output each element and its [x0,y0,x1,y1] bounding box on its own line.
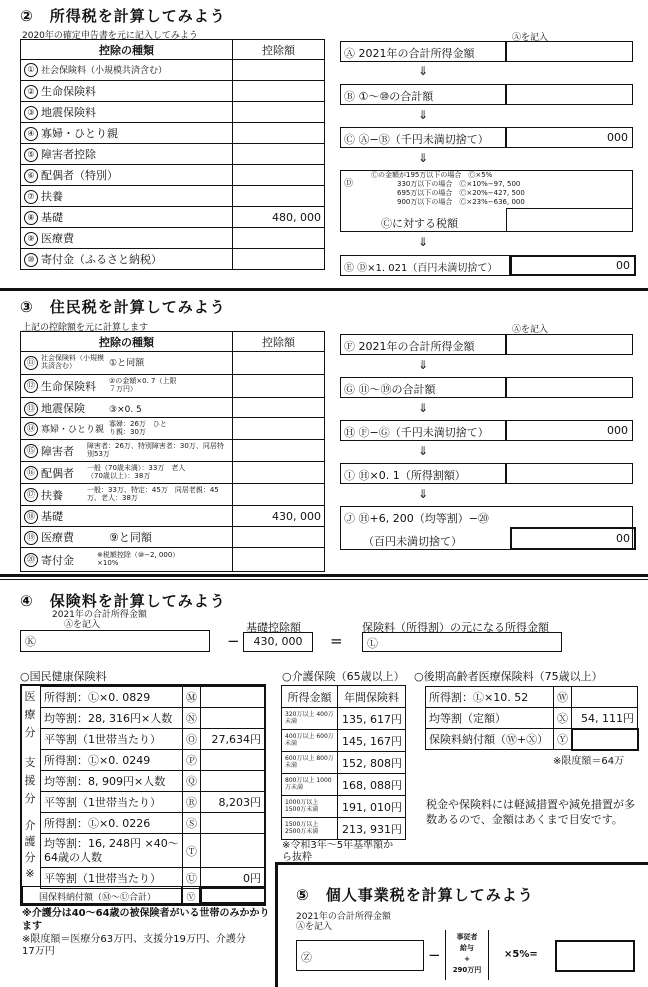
minus-sign: − [227,632,240,650]
row-label: 地震保険 [41,401,85,415]
kokuho-amount-field[interactable] [201,708,265,729]
table-row [21,60,233,81]
kokuho-amount-field[interactable] [201,813,265,834]
kokuho-total-label: 国保料納付額（Ⓜ〜Ⓤ合計） [22,886,182,904]
kouki-table [425,686,639,751]
section2-title: ② 所得税を計算してみよう [20,7,226,25]
kouki-amount-field[interactable] [572,687,638,708]
row-rule: 障害者：26万、特別障害者：30万、同居特別53万 [87,441,224,458]
row-label: 社会保険料（小規模共済含む） [41,354,104,370]
row-label: 寄付金 [41,553,74,567]
table-row [21,249,233,270]
row-rule: 一般（70歳未満）：33万 老人（70歳以上）：38万 [87,463,186,480]
row-mark: Ⓠ [183,771,201,792]
section4-sub2: Ⓐを記入 [64,620,101,630]
kokuho-row-label: 平等割（1世帯当たり） [41,868,183,889]
row-mark: Ⓡ [183,792,201,813]
item-Z-field[interactable]: Ⓩ [296,940,424,971]
row-number: ⑥ [24,169,38,183]
kokuho-row-label: 所得割：Ⓛ×0. 0226 [41,813,183,834]
item-E-field[interactable]: 00 [510,255,636,276]
table-row [21,506,233,527]
row-number: ① [24,63,38,77]
frac-line: + [464,955,470,963]
section3-note: Ⓐを記入 [512,325,549,335]
row-number: ⑰ [24,488,38,502]
equals-sign: = [330,632,343,650]
section-divider [0,574,648,577]
row-number: ⑬ [24,402,38,416]
item-B-label: Ⓑ ①〜⑩の合計額 [340,84,506,105]
row-number: ⑳ [24,553,38,567]
kokuho-table [40,686,265,889]
down-arrow-icon: ⇓ [417,108,429,122]
row-mark: Ⓨ [554,729,572,750]
kaigo-header: 所得金額 [282,686,338,708]
row-mark: Ⓟ [183,750,201,771]
item-I-label: Ⓘ Ⓗ×0. 1（所得割額） [340,463,506,484]
row-label: 寄付金（ふるさと納税） [41,253,162,266]
kokuho-amount-field[interactable] [201,834,265,868]
row-label: 基礎 [41,510,63,523]
item-F-label: Ⓕ 2021年の合計所得金額 [340,334,506,355]
base-deduction-label: 基礎控除額 [246,621,301,634]
down-arrow-icon: ⇓ [417,235,429,249]
kokuho-row-label: 平等割（1世帯当たり） [41,729,183,750]
row-rule: ⑨と同額 [109,531,152,544]
disclaimer-note: 税金や保険料には軽減措置や減免措置が多数あるので、金額はあくまで目安です。 [426,798,635,826]
frac-box [445,930,489,980]
kouki-title: ○後期高齢者医療保険料（75歳以上） [414,670,603,683]
kaigo-amount: 135, 617円 [338,708,406,730]
frac-line: 事従者 [456,933,478,941]
kokuho-row-label: 均等割：28, 316円×人数 [41,708,183,729]
section2-note: Ⓐを記入 [512,33,549,43]
kaigo-amount: 213, 931円 [338,818,406,840]
item-H-field[interactable]: 000 [506,420,633,441]
amount-field[interactable] [233,440,325,462]
table-row [21,440,233,462]
row-number: ⑤ [24,148,38,162]
item-C-label: Ⓒ Ⓐ−Ⓑ（千円未満切捨て） [340,127,506,148]
kokuho-total-mark: Ⓥ [182,886,200,904]
row-rule: ③×0. 5 [109,404,142,415]
row-label: 寡婦・ひとり親 [41,425,105,435]
kokuho-amount-field: 0円 [201,868,265,889]
row-mark: Ⓦ [554,687,572,708]
table-row [21,418,233,440]
row-label: 寡婦・ひとり親 [41,127,118,140]
item-E-label: Ⓔ Ⓓ×1. 021（百円未満切捨て） [340,255,510,276]
row-mark: Ⓝ [183,708,201,729]
table-header-type: 控除の種類 [21,40,233,60]
section3-deduction-table [20,331,325,572]
kaigo-bracket: 600万以上 800万未満 [282,752,338,774]
amount-field[interactable] [233,102,325,123]
row-number: ⑭ [24,422,38,436]
table-row [21,81,233,102]
row-number: ⑫ [24,379,38,393]
rate-label: ×5%= [504,949,538,960]
amount-field[interactable] [233,548,325,572]
row-label: 障害者 [41,444,74,458]
row-label: 医療費 [41,232,74,245]
kokuho-row-label: 平等割（1世帯当たり） [41,792,183,813]
down-arrow-icon: ⇓ [417,444,429,458]
table-row [21,548,233,572]
rate-line: 330万以下の場合 Ⓒ×10%−97, 500 [397,180,521,188]
amount-field[interactable] [233,352,325,375]
row-number: ⑮ [24,444,38,458]
down-arrow-icon: ⇓ [417,401,429,415]
row-number: ⑲ [24,531,38,545]
kaigo-title: ○介護保険（65歳以上） [282,670,405,683]
row-mark: Ⓣ [183,834,201,868]
section2-deduction-table [20,39,325,270]
table-row [21,165,233,186]
row-label: 地震保険料 [41,106,96,119]
kaigo-bracket: 1000万以上 1500万未満 [282,796,338,818]
row-rule: ②の金額×0. 7（上限７万円） [109,377,177,393]
item-I-field[interactable] [506,463,633,484]
row-number: ⑱ [24,510,38,524]
kokuho-row-label: 均等割：16, 248円 ×40〜64歳の人数 [41,834,183,868]
base-deduction-value: 430, 000 [243,632,313,652]
down-arrow-icon: ⇓ [417,64,429,78]
amount-field[interactable] [233,462,325,484]
row-label: 扶養 [41,190,63,203]
amount-field[interactable] [233,123,325,144]
row-mark: Ⓧ [554,708,572,729]
table-row [21,228,233,249]
row-rule: 一般：33万、特定：45万 同居老親：45万、老人：38万 [87,485,219,502]
kaigo-footnote: ※令和3年〜5年基準額から抜粋 [282,840,394,863]
table-row [21,484,233,506]
table-header-type: 控除の種類 [21,332,233,352]
row-label: 生命保険料 [41,85,96,98]
section2-subtitle: 2020年の確定申告書を元に記入してみよう [22,31,198,41]
row-rule: ※税額控除（⑩−2, 000）×10% [97,550,180,567]
row-label: 基礎 [41,211,63,224]
table-row [21,462,233,484]
item-G-label: Ⓖ ⑪〜⑲の合計額 [340,377,506,398]
row-number: ⑩ [24,253,38,267]
section4-title: ④ 保険料を計算してみよう [20,592,226,610]
amount-field: 480, 000 [233,207,325,228]
section-divider [0,579,648,580]
kaigo-bracket: 320万以上 400万未満 [282,708,338,730]
kokuho-row-label: 均等割：8, 909円×人数 [41,771,183,792]
item-J-field[interactable]: 00 [510,527,636,550]
row-number: ⑧ [24,211,38,225]
row-number: ② [24,85,38,99]
down-arrow-icon: ⇓ [417,358,429,372]
row-mark: Ⓤ [183,868,201,889]
amount-field[interactable] [233,228,325,249]
table-row [21,375,233,398]
L-label: 保険料（所得割）の元になる所得金額 [362,621,549,634]
kaigo-bracket: 800万以上 1000万未満 [282,774,338,796]
item-C-field[interactable]: 000 [506,127,633,148]
row-label: 医療費 [41,531,74,544]
amount-field[interactable] [233,60,325,81]
amount-field: 430, 000 [233,506,325,527]
kouki-amount-field: 54, 111円 [572,708,638,729]
kokuho-amount-field: 8,203円 [201,792,265,813]
kokuho-amount-field[interactable] [201,750,265,771]
table-row [21,123,233,144]
table-row [21,102,233,123]
item-F-field[interactable] [506,334,633,355]
row-mark: Ⓜ [183,687,201,708]
rate-line: 695万以下の場合 Ⓒ×20%−427, 500 [397,189,525,197]
kaigo-bracket: 400万以上 600万未満 [282,730,338,752]
item-G-field[interactable] [506,377,633,398]
row-number: ⑯ [24,466,38,480]
item-D-tax-label: Ⓒに対する税額 [381,217,458,230]
row-mark: Ⓢ [183,813,201,834]
table-row [21,207,233,228]
kouki-row-label: 所得割：Ⓛ×10. 52 [426,687,554,708]
table-row [21,527,233,548]
section5-sub2: Ⓐを記入 [296,922,333,932]
kokuho-footnote1: ※介護分は40〜64歳の被保険者がいる世帯のみかかります [22,908,270,932]
kokuho-total-field[interactable] [200,886,266,904]
table-row [21,398,233,418]
kokuho-amount-field[interactable] [201,771,265,792]
table-row [21,144,233,165]
kouki-limit: ※限度額＝64万 [553,756,625,767]
item-D-mark: Ⓓ [344,179,354,189]
kokuho-row-label: 所得割：Ⓛ×0. 0249 [41,750,183,771]
section4-sub1: 2021年の合計所得金額 [52,610,147,620]
amount-field[interactable] [233,186,325,207]
section3-title: ③ 住民税を計算してみよう [20,298,226,316]
row-rule: 寡婦：26万 ひとり親：30万 [109,419,167,436]
business-tax-field[interactable] [555,940,635,972]
amount-field[interactable] [233,375,325,398]
item-B-field[interactable] [506,84,633,105]
iryo-group-label: 医療分 [24,690,36,739]
shien-group-label: 支援分 [24,756,36,805]
kokuho-amount-field[interactable] [201,687,265,708]
kokuho-amount-field: 27,634円 [201,729,265,750]
kouki-amount-field[interactable] [572,729,638,750]
row-number: ⑨ [24,232,38,246]
row-number: ⑪ [24,356,38,370]
down-arrow-icon: ⇓ [417,151,429,165]
item-J-label2: （百円未満切捨て） [363,535,462,548]
kokuho-title: ○国民健康保険料 [20,670,107,683]
amount-field[interactable] [233,398,325,418]
row-rule: ①と同額 [109,359,145,369]
row-number: ③ [24,106,38,120]
table-row [21,186,233,207]
row-mark: Ⓞ [183,729,201,750]
amount-field[interactable] [233,144,325,165]
kaigo-amount: 145, 167円 [338,730,406,752]
kaigo-group-label: 介護分※ [24,819,36,880]
kaigo-amount: 191, 010円 [338,796,406,818]
row-label: 障害者控除 [41,148,96,161]
amount-field[interactable] [233,418,325,440]
item-A-label: Ⓐ 2021年の合計所得金額 [340,41,506,62]
row-label: 生命保険料 [41,380,96,393]
rate-line: 900万以下の場合 Ⓒ×23%−636, 000 [397,198,525,206]
amount-field[interactable] [233,484,325,506]
table-row [21,352,233,375]
kaigo-table [281,685,406,840]
amount-field[interactable] [233,165,325,186]
amount-field[interactable] [233,527,325,548]
kaigo-bracket: 1500万以上 2500万未満 [282,818,338,840]
kaigo-amount: 168, 088円 [338,774,406,796]
kokuho-footnote2: ※限度額＝医療分63万円、支援分19万円、介護分17万円 [22,934,246,957]
kouki-row-label: 均等割（定額） [426,708,554,729]
item-L-field[interactable]: Ⓛ [362,632,562,652]
section-divider [0,288,648,291]
kokuho-row-label: 所得割：Ⓛ×0. 0829 [41,687,183,708]
row-number: ④ [24,127,38,141]
section5-sub1: 2021年の合計所得金額 [296,912,391,922]
item-J-label: Ⓙ Ⓗ+6, 200（均等割）−⑳ [344,512,489,525]
item-H-label: Ⓗ Ⓕ−Ⓖ（千円未満切捨て） [340,420,506,441]
item-A-field[interactable] [506,41,633,62]
item-K-field[interactable]: Ⓚ [20,630,210,652]
frac-line: 290万円 [452,966,482,974]
table-header-amount: 控除額 [233,332,325,352]
section5-title: ⑤ 個人事業税を計算してみよう [296,886,534,904]
frac-line: 給与 [460,944,474,952]
row-label: 配偶者（特別） [41,169,118,182]
row-label: 社会保険料（小規模共済含む） [41,66,168,76]
section3-subtitle: 上記の控除額を元に計算します [22,323,149,333]
kouki-row-label: 保険料納付額（Ⓦ+Ⓧ） [426,729,554,750]
kaigo-amount: 152, 808円 [338,752,406,774]
minus-sign: − [428,946,441,964]
row-label: 配偶者 [41,466,74,480]
row-number: ⑦ [24,190,38,204]
down-arrow-icon: ⇓ [417,487,429,501]
rate-line: Ⓒの金額が195万以下の場合 Ⓒ×5% [371,171,493,179]
table-header-amount: 控除額 [233,40,325,60]
amount-field[interactable] [233,249,325,270]
amount-field[interactable] [233,81,325,102]
item-D-field[interactable] [506,208,633,232]
kaigo-header: 年間保険料 [338,686,406,708]
row-label: 扶養 [41,488,63,502]
